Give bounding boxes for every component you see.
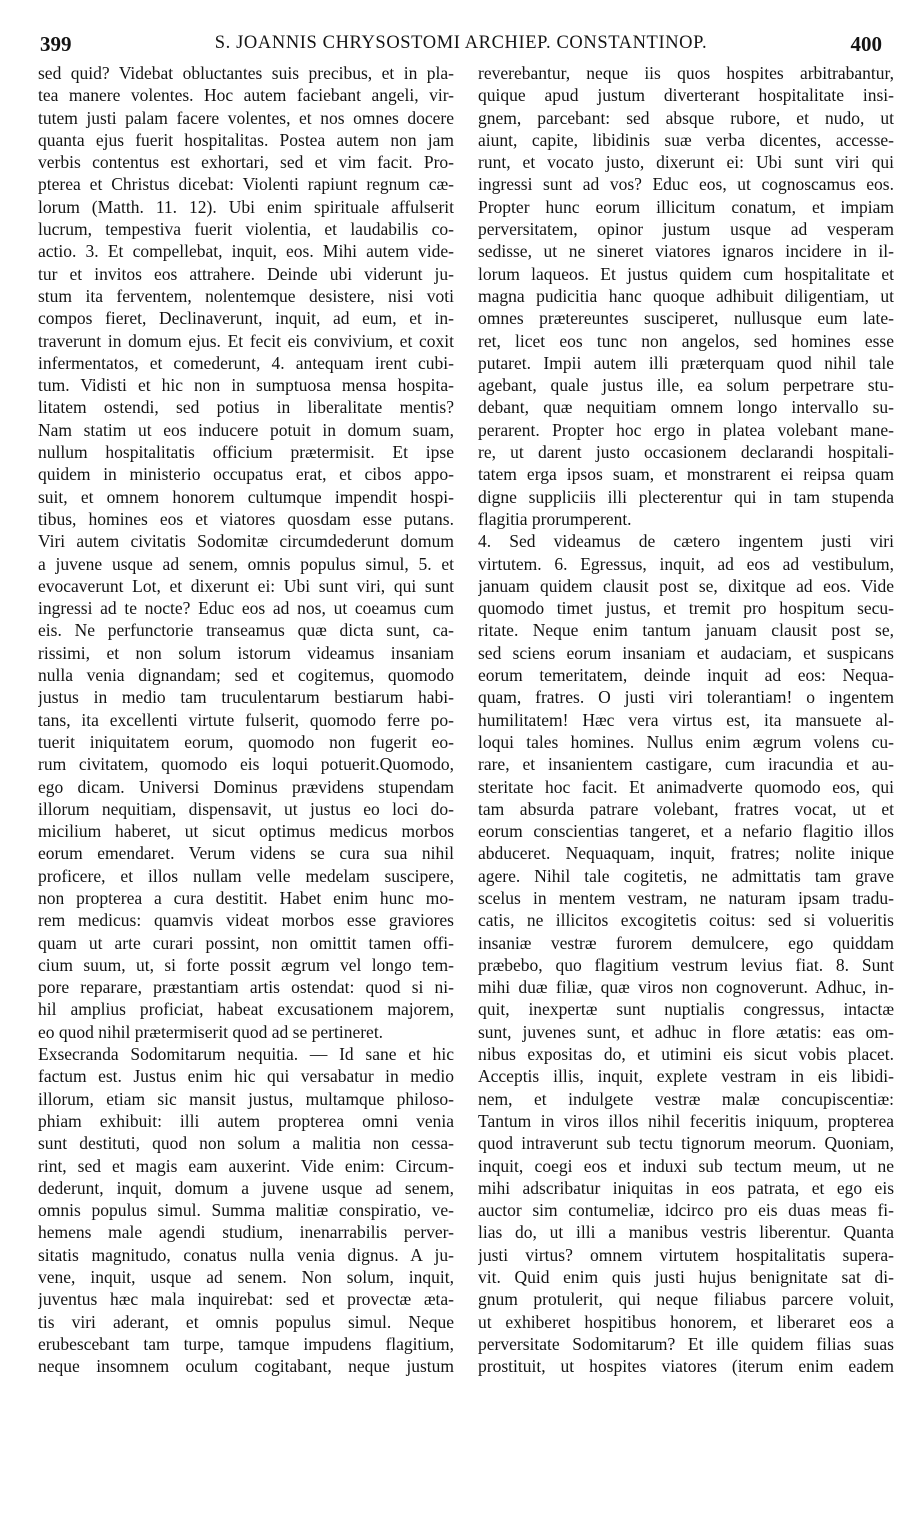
text-line: abduceret. Nequaquam, inquit, fratres; nolite inique [478, 843, 894, 864]
text-line: compos fieret, Declinaverunt, inquit, ad eum, et in- [38, 308, 454, 329]
text-line: quit, inexpertæ sunt nuptialis congressus, intactæ [478, 999, 894, 1020]
text-line: quam ut arte curari possint, non omittit tamen offi- [38, 932, 454, 953]
text-line: ego dicam. Universi Dominus prævidens stupendam [38, 776, 454, 797]
text-line: ret, licet eos tunc non angelos, sed homines esse [478, 330, 894, 351]
text-line: tum. Vidisti et hic non in sumptuosa mensa hospita- [38, 375, 454, 396]
text-line: ritate. Neque enim tantum januam clausit post se, [478, 620, 894, 641]
text-line: micilium haberet, ut sicut optimus medicus morbos [38, 821, 454, 842]
text-line: scelus in mentem vestram, ne naturam ipsam tradu- [478, 887, 894, 908]
text-line: omnis populus simul. Summa malitiæ conspiratio, ve- [38, 1200, 454, 1221]
text-line: inquit, coegi eos et induxi sub tectum meum, ut ne [478, 1155, 894, 1176]
text-line: Propter hunc eorum illicitum conatum, et impiam [478, 196, 894, 217]
text-line: sed quid? Videbat obluctantes suis precibus, et in pla- [38, 63, 454, 83]
text-line: virtutem. 6. Egressus, inquit, ad eos ad vestibulum, [478, 553, 894, 574]
text-line: tans, ita excellenti virtute fulserit, quomodo ferre po- [38, 709, 454, 730]
text-line: eorum emendaret. Verum videns se cura sua nihil [38, 843, 454, 864]
text-line: eorum conscientias tangeret, et a nefario flagitio illos [478, 821, 894, 842]
text-line: eorum temeritatem, deinde inquit ad eos: Nequa- [478, 665, 894, 686]
text-line: actio. 3. Et compellebat, inquit, eos. Mihi autem vide- [38, 241, 454, 262]
text-line: tibus, homines eos et viatores quosdam esse putans. [38, 508, 454, 529]
text-line: digne suppliciis illi plecterentur qui in tam stupenda [478, 486, 894, 507]
text-line: insaniæ vestræ furorem demulcere, ego quiddam [478, 932, 894, 953]
text-line: juventus hæc mala inquirebat: sed et provectæ æta- [38, 1289, 454, 1310]
text-line: tam absurda patrare volebant, fratres vocat, ut et [478, 798, 894, 819]
text-line: runt, et vocato justo, dixerunt ei: Ubi sunt viri qui [478, 152, 894, 173]
text-line: sunt destituti, quod non solum a malitia non cessa- [38, 1133, 454, 1154]
text-line: factum est. Justus enim hic qui versabatur in medio [38, 1066, 454, 1087]
text-line: perversitatem, opinor justum usque ad vesperam [478, 219, 894, 240]
text-line: tuerit iniquitatem eorum, quomodo non fugerit eo- [38, 731, 454, 752]
text-line: sedisse, ut ne sineret viatores ignaros incidere in il- [478, 241, 894, 262]
text-line: stum ita ferventem, nolentemque desistere, nisi voti [38, 285, 454, 306]
text-line: phiam exhibuit: illi autem propterea omni venia [38, 1110, 454, 1131]
text-line: eis. Ne perfunctorie transeamus quæ dicta sunt, ca- [38, 620, 454, 641]
text-line: vit. Quid enim quis justi hujus benignitate sat di- [478, 1267, 894, 1288]
text-line: prostituit, ut hospites viatores (iterum enim eadem [478, 1356, 894, 1377]
text-line: ingressi ad te nocte? Educ eos ad nos, ut coeamus cum [38, 598, 454, 619]
text-line: neque insomnem oculum cogitabant, neque justum [38, 1356, 454, 1377]
text-line: re, ut darent justo occasionem declarandi hospitali- [478, 442, 894, 463]
text-line: infermentatos, et comederunt, 4. antequam irent cubi- [38, 352, 454, 373]
text-line: hemens male agendi studium, inenarrabilis perver- [38, 1222, 454, 1243]
text-line: a juvene usque ad senem, omnis populus simul, 5. et [38, 553, 454, 574]
text-line: tutem justi palam facere volentes, et nos omnes docere [38, 107, 454, 128]
text-line: 4. Sed videamus de cætero ingentem justi viri [478, 531, 894, 552]
text-line: steritate hoc facit. Et animadverte quomodo eos, qui [478, 776, 894, 797]
text-line: ut exhiberet hospitibus honorem, et liberaret eos a [478, 1311, 894, 1332]
text-line: quomodo timet justus, et tremit pro hospitum secu- [478, 598, 894, 619]
text-line: nibus expositas do, et utimini eis sicut vobis placet. [478, 1044, 894, 1065]
text-line: tis viri aderant, et omnis populus simul. Neque [38, 1311, 454, 1332]
text-line: mihi duæ filiæ, quæ viros non cognoverunt. Adhuc, in- [478, 977, 894, 998]
text-line: rissimi, et non solum istorum videamus insaniam [38, 642, 454, 663]
text-line: Tantum in viros illos nihil feceritis iniquum, propterea [478, 1110, 894, 1131]
text-line: verbis contentus est exhortari, sed et vim facit. Pro- [38, 152, 454, 173]
left-text-column [38, 62, 454, 1378]
text-line: litatem ostendi, sed potius in liberalitate mentis? [38, 397, 454, 418]
text-line: ingressi sunt ad vos? Educ eos, ut cognoscamus eos. [478, 174, 894, 195]
text-line: rum civitatem, quomodo eis loqui potuerit.Quomodo, [38, 754, 454, 775]
text-line: tatem erga ipsos suam, et monstrarent ei reipsa quam [478, 464, 894, 485]
text-line: humilitatem! Hæc vera virtus est, ita mansuete al- [478, 709, 894, 730]
text-line: quidem in ministerio occupatus erat, et cibos appo- [38, 464, 454, 485]
text-line: agere. Nihil tale cogitetis, ne admittatis tam grave [478, 865, 894, 886]
text-line: nulla venia dignandam; sed et cogitemus, quomodo [38, 665, 454, 686]
text-line: putaret. Impii autem illi præterquam quod nihil tale [478, 352, 894, 373]
running-title: S. JOANNIS CHRYSOSTOMI ARCHIEP. CONSTANTINOP. [214, 33, 708, 53]
text-line: hil amplius proficiat, habeat excusationem majorem, [38, 999, 454, 1020]
text-line: pore reparare, præstantiam artis ostendat: quod si ni- [38, 977, 454, 998]
text-line: erubescebant tam turpe, tamque impudens flagitium, [38, 1333, 454, 1354]
text-line: cium suum, ut, si forte possit ægrum vel longo tem- [38, 954, 454, 975]
left-page-number: 399 [40, 32, 72, 56]
text-line: lorum laqueos. Et justus quidem cum hospitalitate et [478, 263, 894, 284]
text-line: proficere, et illos nullam velle medelam suscipere, [38, 865, 454, 886]
text-line: agebant, quale justus ille, ea solum perpetrare stu- [478, 375, 894, 396]
text-line: quam, fratres. O justi viri tolerantiam! o ingentem [478, 687, 894, 708]
text-line: nem, et indulgete vestræ malæ concupiscentiæ: [478, 1088, 894, 1109]
text-line: januam quidem clausit post se, dixitque ad eos. Vide [478, 575, 894, 596]
text-line: pterea et Christus dicebat: Violenti rapiunt regnum cæ- [38, 174, 454, 195]
text-line: traverunt in domum ejus. Et fecit eis convivium, et coxit [38, 330, 454, 351]
text-line: catis, ne illicitos excogitetis coitus: sed si volueritis [478, 910, 894, 931]
page-header [0, 32, 922, 62]
text-line: justi virtus? omnem virtutem hospitalitatis supera- [478, 1244, 894, 1265]
text-line: sed sciens eorum insaniam et audaciam, et suspicans [478, 642, 894, 663]
text-line: aiunt, capite, libidinis suæ verba dicentes, accesse- [478, 129, 894, 150]
text-line: sunt, juvenes sunt, et adhuc in flore ætatis: eas om- [478, 1021, 894, 1042]
text-line: vene, inquit, usque ad senem. Non solum, inquit, [38, 1267, 454, 1288]
text-line: reverebantur, neque iis quos hospites arbitrabantur, [478, 63, 894, 83]
text-line: debant, quæ nequitiam omnem longo intervallo su- [478, 397, 894, 418]
text-line: lucrum, tempestiva fuerit violentia, et laudabilis co- [38, 219, 454, 240]
text-line: illorum nequitiam, dispensavit, ut justus eo loci do- [38, 798, 454, 819]
text-line: loqui tales homines. Nullus enim ægrum volens cu- [478, 731, 894, 752]
text-line: gnum protulerit, qui neque filiabus parcere voluit, [478, 1289, 894, 1310]
text-line: rint, sed et magis eam auxerint. Vide enim: Circum- [38, 1155, 454, 1176]
text-line: Acceptis illis, inquit, explete vestram in eis libidi- [478, 1066, 894, 1087]
text-line: rare, et insanientem castigare, cum iracundia et au- [478, 754, 894, 775]
text-line: non propterea a cura destitit. Habet enim hunc mo- [38, 887, 454, 908]
text-line: dederunt, inquit, domum a juvene usque ad senem, [38, 1177, 454, 1198]
text-line: mihi adscribatur iniquitas in eos patrata, et ego eis [478, 1177, 894, 1198]
text-line: suit, et omnem honorem cultumque impendit hospi- [38, 486, 454, 507]
text-line: sitatis magnitudo, conatus nulla venia dignus. A ju- [38, 1244, 454, 1265]
text-line: justus in medio tam truculentarum bestiarum habi- [38, 687, 454, 708]
text-line: evocaverunt Lot, et dixerunt ei: Ubi sunt viri, qui sunt [38, 575, 454, 596]
text-line: gnem, parcebant: sed absque rubore, et nudo, ut [478, 107, 894, 128]
text-line: quod intraverunt sub tectu tignorum meorum. Quoniam, [478, 1133, 894, 1154]
text-line: auctor sim contumeliæ, idcirco pro eis duas meas fi- [478, 1200, 894, 1221]
text-line: Nam statim ut eos inducere potuit in domum suam, [38, 419, 454, 440]
text-line: tea manere volentes. Hoc autem faciebant angeli, vir- [38, 85, 454, 106]
right-text-column [478, 62, 894, 1378]
text-line: lorum (Matth. 11. 12). Ubi enim spirituale affulserit [38, 196, 454, 217]
text-line: perarent. Propter hoc ergo in platea volebant mane- [478, 419, 894, 440]
text-line: quique apud justum diverterant hospitalitate insi- [478, 85, 894, 106]
text-line: rem medicus: quamvis videat morbos esse graviores [38, 910, 454, 931]
text-line: quanta ejus fuerit hospitalitas. Postea autem non jam [38, 129, 454, 150]
text-line: magna pudicitia hanc quoque adhibuit diligentiam, ut [478, 285, 894, 306]
text-line: omnes prætereuntes susciperet, nullusque eum late- [478, 308, 894, 329]
text-line: tur et invitos eos attrahere. Deinde ubi viderunt ju- [38, 263, 454, 284]
text-line: nullum hospitalitatis officium prætermisit. Et ipse [38, 442, 454, 463]
text-line: lias do, ut illi a manibus vestris liberentur. Quanta [478, 1222, 894, 1243]
text-line: Viri autem civitatis Sodomitæ circumdederunt domum [38, 531, 454, 552]
right-page-number: 400 [850, 32, 882, 56]
text-line: flagitia prorumperent. [478, 508, 632, 529]
text-line: præbebo, quo flagitium vestrum levius fiat. 8. Sunt [478, 954, 894, 975]
text-line: perversitate Sodomitarum? Et ille quidem filias suas [478, 1333, 894, 1354]
text-line: eo quod nihil prætermiserit quod ad se pertineret. [38, 1021, 384, 1042]
text-line: Exsecranda Sodomitarum nequitia. — Id sane et hic [38, 1044, 454, 1065]
text-line: illorum, etiam sic mansit justus, multamque philoso- [38, 1088, 454, 1109]
